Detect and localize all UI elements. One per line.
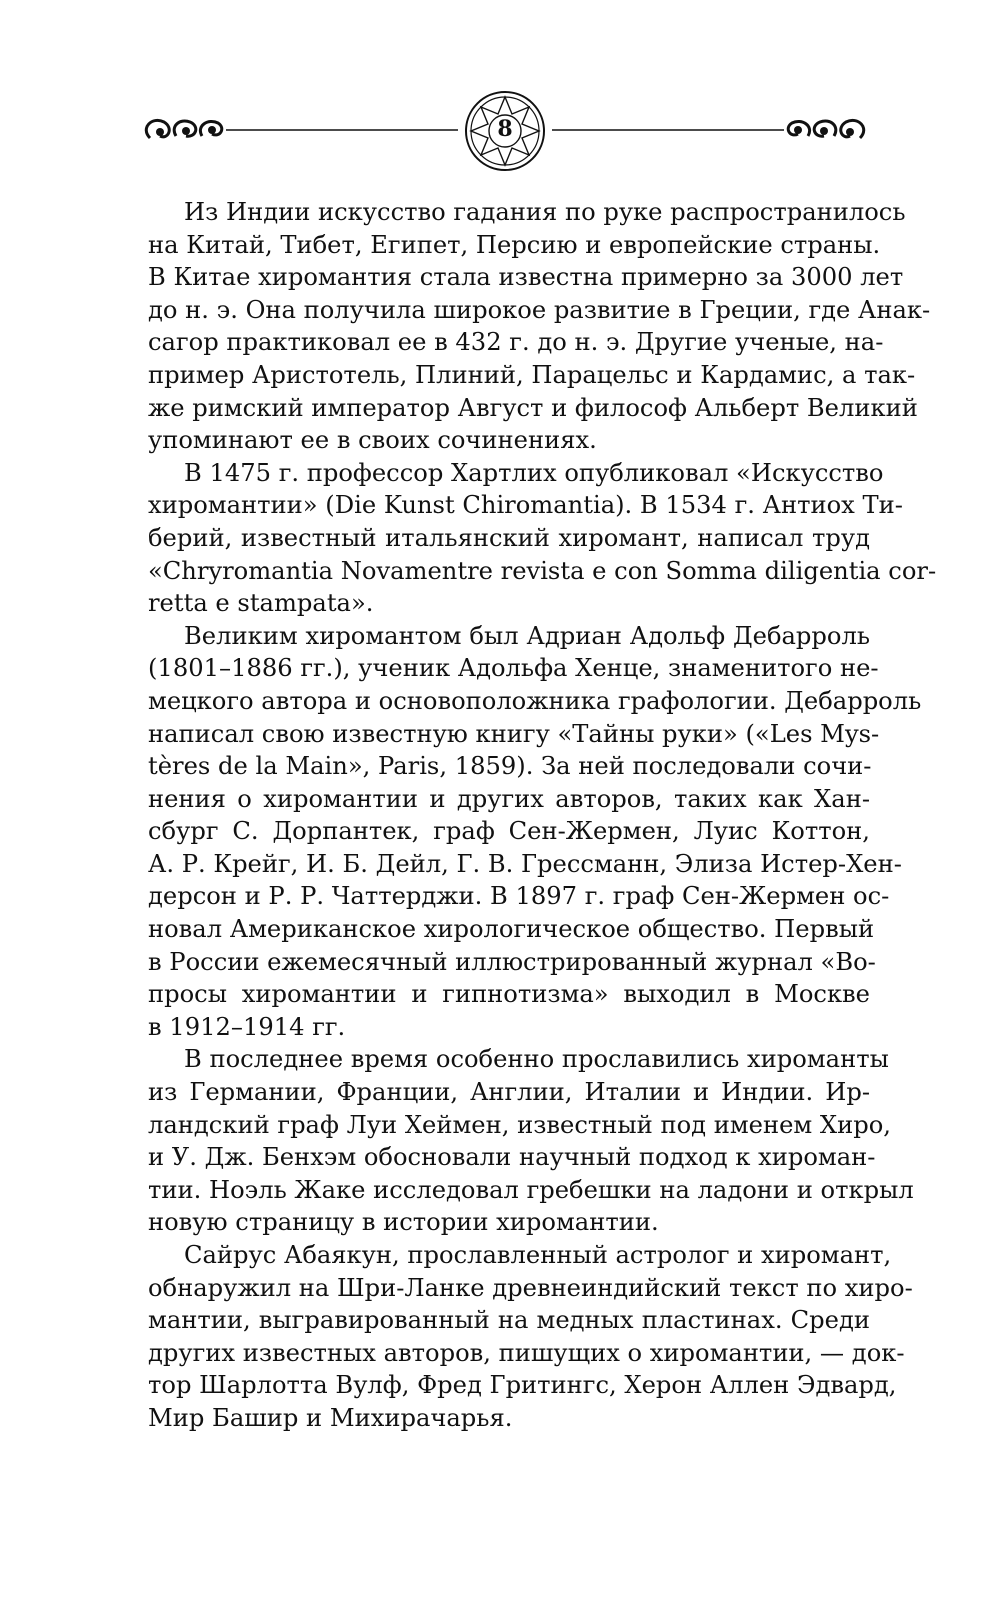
body-text <box>148 196 937 1435</box>
text-line: Сайрус Абаякун, прославленный астролог и хиромант, <box>184 1241 892 1269</box>
text-line: Великим хиромантом был Адриан Адольф Дебарроль <box>184 621 870 650</box>
text-line: А. Р. Крейг, И. Б. Дейл, Г. В. Грессманн, Элиза Истер-Хен- <box>148 849 902 878</box>
text-line: обнаружил на Шри-Ланке древнеиндийский текст по хиро- <box>148 1273 913 1302</box>
text-line: написал свою известную книгу «Тайны руки» («Les Mys- <box>148 719 880 748</box>
text-line: хиромантии» (Die Kunst Chiromantia). В 1534 г. Антиох Ти- <box>148 491 903 520</box>
text-line: retta e stampata». <box>148 589 374 618</box>
paragraph <box>148 620 922 1044</box>
paragraph <box>148 196 931 457</box>
text-line: до н. э. Она получила широкое развитие в Греции, где Анак- <box>148 295 931 324</box>
text-line: же римский император Август и философ Альберт Великий <box>148 393 918 422</box>
text-line: новал Американское хирологическое общество. Первый <box>148 915 875 944</box>
text-line: В Китае хиромантия стала известна примерно за 3000 лет <box>148 263 904 292</box>
text-line: Из Индии искусство гадания по руке распространилось <box>184 198 906 226</box>
text-line: В 1475 г. профессор Хартлих опубликовал «Искусство <box>184 458 884 487</box>
text-line: в России ежемесячный иллюстрированный журнал «Во- <box>148 947 876 976</box>
text-line: сбург С. Дорпантек, граф Сен-Жермен, Луис Коттон, <box>148 817 870 846</box>
text-line: в 1912–1914 гг. <box>148 1012 346 1041</box>
paragraph <box>148 457 937 620</box>
text-line: просы хиромантии и гипнотизма» выходил в Москве <box>148 980 870 1009</box>
text-line: пример Аристотель, Плиний, Парацельс и Кардамис, а так- <box>148 360 916 389</box>
text-line: ландский граф Луи Хеймен, известный под именем Хиро, <box>148 1110 891 1139</box>
paragraph <box>148 1239 913 1435</box>
text-line: других известных авторов, пишущих о хиромантии, — док- <box>148 1338 905 1367</box>
text-line: В последнее время особенно прославились хироманты <box>184 1045 889 1074</box>
left-flourish-dots <box>156 126 216 136</box>
text-line: (1801–1886 гг.), ученик Адольфа Хенце, знаменитого не- <box>148 654 879 683</box>
text-line: из Германии, Франции, Англии, Италии и Индии. Ир- <box>148 1078 870 1107</box>
page-number: 8 <box>497 116 513 142</box>
paragraph <box>148 1043 914 1239</box>
right-flourish-dots <box>794 126 854 136</box>
text-line: нения о хиромантии и других авторов, таких как Хан- <box>148 784 870 813</box>
text-line: tères de la Main», Paris, 1859). За ней последовали сочи- <box>148 752 872 781</box>
text-line: мантии, выгравированный на медных пластинах. Среди <box>148 1306 870 1335</box>
text-line: на Китай, Тибет, Египет, Персию и европейские страны. <box>148 230 881 259</box>
text-line: новую страницу в истории хиромантии. <box>148 1208 659 1237</box>
text-line: сагор практиковал ее в 432 г. до н. э. Другие ученые, на- <box>148 328 884 357</box>
text-line: тор Шарлотта Вулф, Фред Гритингс, Херон Аллен Эдвард, <box>148 1371 897 1400</box>
text-line: тии. Ноэль Жаке исследовал гребешки на ладони и открыл <box>148 1175 914 1204</box>
text-line: мецкого автора и основоположника графологии. Дебарроль <box>148 686 922 715</box>
text-line: Мир Башир и Михирачарья. <box>148 1403 513 1432</box>
text-line: дерсон и Р. Р. Чаттерджи. В 1897 г. граф Сен-Жермен ос- <box>148 882 890 911</box>
text-line: и У. Дж. Бенхэм обосновали научный подход к хироман- <box>148 1143 876 1172</box>
text-line: упоминают ее в своих сочинениях. <box>148 426 597 455</box>
page-header-ornament <box>140 88 870 174</box>
text-line: берий, известный итальянский хиромант, написал труд <box>148 523 870 552</box>
text-line: «Chryromantia Novamentre revista e con Somma diligentia cor- <box>148 556 937 585</box>
